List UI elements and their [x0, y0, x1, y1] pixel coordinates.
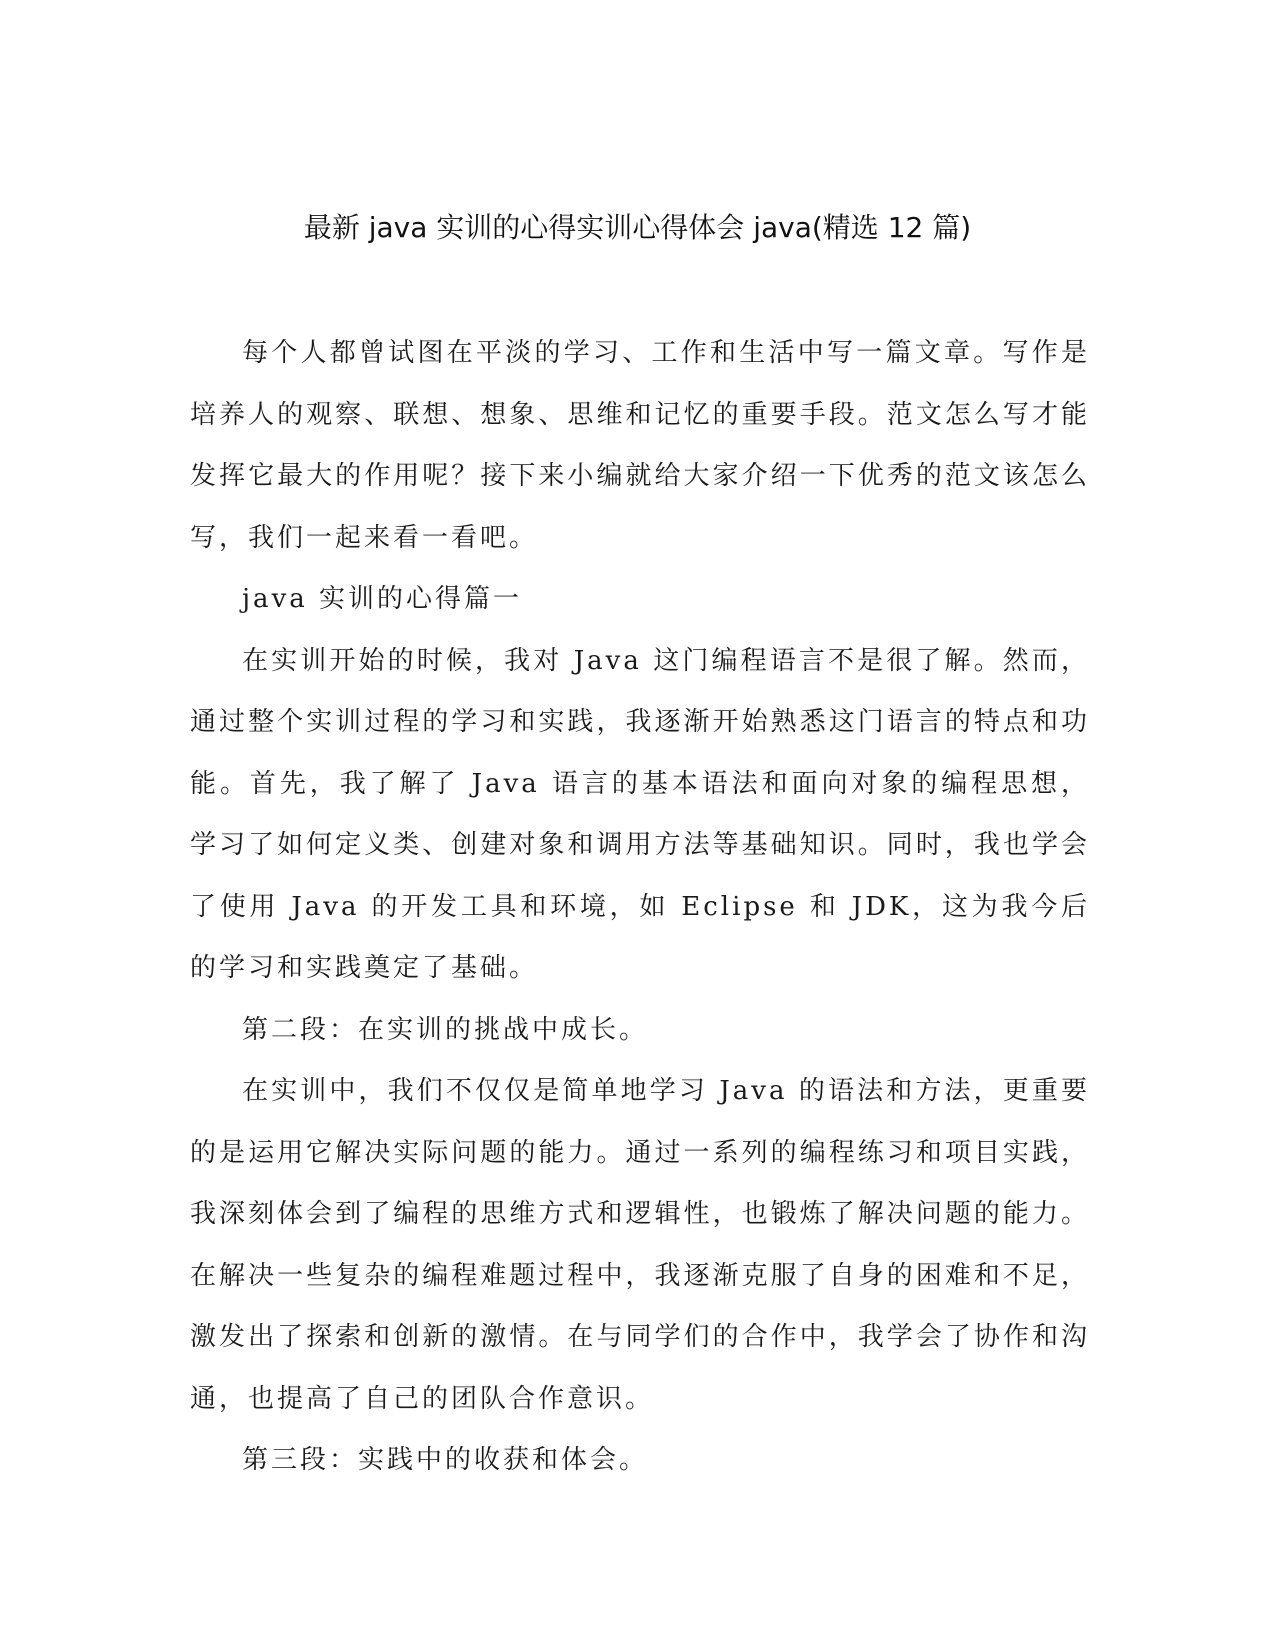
paragraph-section-2: 在实训中，我们不仅仅是简单地学习 Java 的语法和方法，更重要的是运用它解决实际问题的能力。通过一系列的编程练习和项目实践，我深刻体会到了编程的思维方式和逻辑性，也锻炼了解决问题的能力。在解决一些复杂的编程难题过程中，我逐渐克服了自身的困难和不足，激发出了探索和创新的激情。在与同学们的合作中，我学会了协作和沟通，也提高了自己的团队合作意识。 [190, 1076, 1090, 1414]
document-body [190, 323, 1090, 1492]
section-heading-3: 第三段：实践中的收获和体会。 [242, 1445, 649, 1475]
section-heading-1: java 实训的心得篇一 [242, 584, 523, 614]
paragraph-section-1: 在实训开始的时候，我对 Java 这门编程语言不是很了解。然而，通过整个实训过程的学习和实践，我逐渐开始熟悉这门语言的特点和功能。首先，我了解了 Java 语言的基本语法和面向对象的编程思想，学习了如何定义类、创建对象和调用方法等基础知识。同时，我也学会了使用 Java 的开发工具和环境，如 Eclipse 和 JDK，这为我今后的学习和实践奠定了基础。 [190, 645, 1090, 983]
section-heading-2: 第二段：在实训的挑战中成长。 [242, 1014, 649, 1045]
document-title: 最新 java 实训的心得实训心得体会 java(精选 12 篇) [303, 211, 972, 244]
paragraph-intro: 每个人都曾试图在平淡的学习、工作和生活中写一篇文章。写作是培养人的观察、联想、想象、思维和记忆的重要手段。范文怎么写才能发挥它最大的作用呢？接下来小编就给大家介绍一下优秀的范文该怎么写，我们一起来看一看吧。 [190, 338, 1090, 553]
